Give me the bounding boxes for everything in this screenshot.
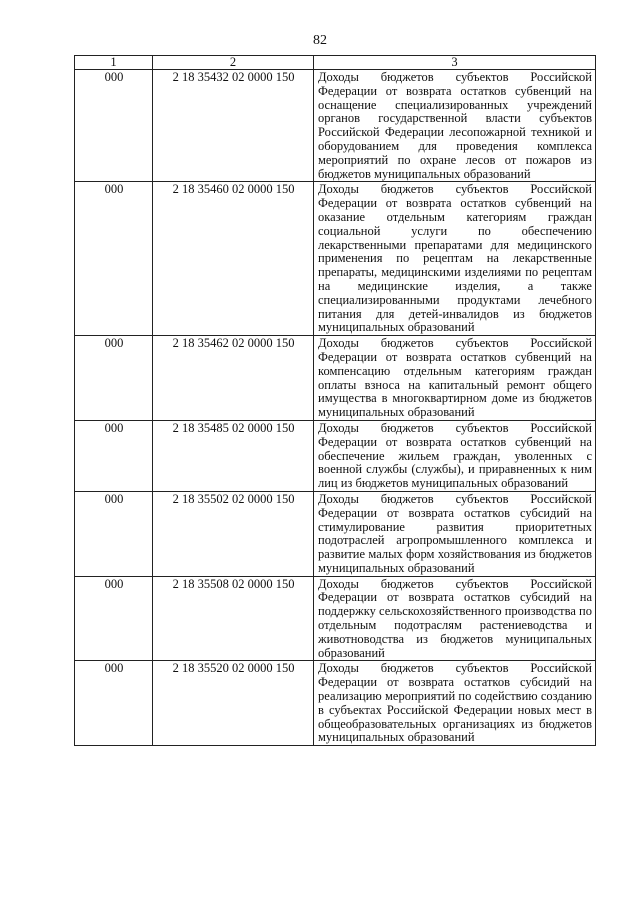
admin-code-cell: 000 [75, 336, 153, 421]
table-row [75, 182, 596, 336]
budget-code-cell: 2 18 35462 02 0000 150 [153, 336, 314, 421]
revenue-name-cell: Доходы бюджетов субъектов Российской Федерации от возврата остатков субвенций на оказание отдельным категориям граждан социальной услуги по обеспечению лекарственными препаратами для медицинского применения по рецептам на лекарственные препараты, медицинскими изделиями по рецептам на медицинские изделия, а также специализированными продуктами лечебного питания для детей-инвалидов из бюджетов муниципальных образований [314, 182, 596, 336]
budget-revenue-table [74, 55, 596, 746]
admin-code-cell: 000 [75, 182, 153, 336]
table-row [75, 576, 596, 661]
budget-code-cell: 2 18 35432 02 0000 150 [153, 70, 314, 182]
budget-code-cell: 2 18 35460 02 0000 150 [153, 182, 314, 336]
budget-code-cell: 2 18 35508 02 0000 150 [153, 576, 314, 661]
revenue-name-cell: Доходы бюджетов субъектов Российской Федерации от возврата остатков субсидий на поддержку сельскохозяйственного производства по отдельным подотраслям растениеводства и животноводства из бюджетов муниципальных образований [314, 576, 596, 661]
table-row [75, 336, 596, 421]
table-row [75, 70, 596, 182]
page-number: 82 [313, 33, 327, 48]
revenue-name-cell: Доходы бюджетов субъектов Российской Федерации от возврата остатков субвенций на компенсацию отдельным категориям граждан оплаты взноса на капитальный ремонт общего имущества в многоквартирном доме из бюджетов муниципальных образований [314, 336, 596, 421]
header-col-3: 3 [314, 56, 596, 70]
revenue-name-cell: Доходы бюджетов субъектов Российской Федерации от возврата остатков субсидий на реализацию мероприятий по содействию созданию в субъектах Российской Федерации новых мест в общеобразовательных организациях из бюджетов муниципальных образований [314, 661, 596, 746]
admin-code-cell: 000 [75, 70, 153, 182]
header-col-1: 1 [75, 56, 153, 70]
header-col-2: 2 [153, 56, 314, 70]
admin-code-cell: 000 [75, 420, 153, 491]
admin-code-cell: 000 [75, 576, 153, 661]
admin-code-cell: 000 [75, 661, 153, 746]
budget-code-cell: 2 18 35520 02 0000 150 [153, 661, 314, 746]
table-row [75, 491, 596, 576]
admin-code-cell: 000 [75, 491, 153, 576]
table-row [75, 420, 596, 491]
budget-code-cell: 2 18 35485 02 0000 150 [153, 420, 314, 491]
revenue-name-cell: Доходы бюджетов субъектов Российской Федерации от возврата остатков субсидий на стимулирование развития приоритетных подотраслей агропромышленного комплекса и развитие малых форм хозяйствования из бюджетов муниципальных образований [314, 491, 596, 576]
revenue-name-cell: Доходы бюджетов субъектов Российской Федерации от возврата остатков субвенций на обеспечение жильем граждан, уволенных с военной службы (службы), и приравненных к ним лиц из бюджетов муниципальных образований [314, 420, 596, 491]
table-header-row [75, 56, 596, 70]
revenue-name-cell: Доходы бюджетов субъектов Российской Федерации от возврата остатков субвенций на оснащение специализированных учреждений органов государственной власти субъектов Российской Федерации лесопожарной техникой и оборудованием для проведения комплекса мероприятий по охране лесов от пожаров из бюджетов муниципальных образований [314, 70, 596, 182]
budget-code-cell: 2 18 35502 02 0000 150 [153, 491, 314, 576]
table-row [75, 661, 596, 746]
